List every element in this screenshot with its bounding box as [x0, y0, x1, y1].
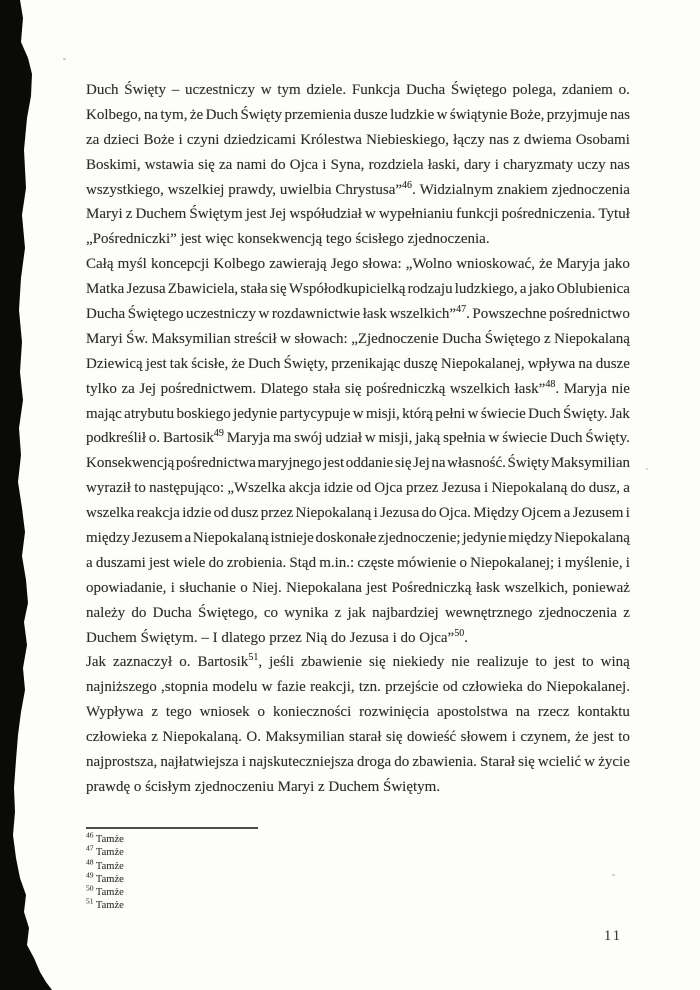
- text-line: najniższego ,stopnia modelu w fazie reakcji, tzn. przejście od człowieka do Niepokalanej.: [86, 679, 630, 696]
- text-line: najprostsza, najłatwiejsza i najskuteczniejsza droga do zbawienia. Starał się wcielić w życie: [86, 754, 630, 771]
- footnote: $^{51}$ Tamże: [86, 896, 124, 912]
- footnote: $^{50}$ Tamże: [86, 883, 124, 899]
- footnote-separator: [86, 827, 258, 829]
- text-line: Duch Święty – uczestniczy w tym dziele. Funkcja Ducha Świętego polega, zdaniem o.: [86, 82, 630, 98]
- text-line: Dziewicą jest tak ścisłe, że Duch Święty, przenikając duszę Niepokalanej, wpływa na dusze: [86, 355, 630, 372]
- text-line: tylko za Jej pośrednictwem. Dlatego stała się pośredniczką wszelkich łask”$^{48}$. Maryja nie: [86, 378, 630, 397]
- text-line: „Pośredniczki” jest więc konsekwencją tego ścisłego zjednoczenia.: [86, 231, 490, 248]
- text-line: wszelka reakcja idzie od dusz przez Niepokalaną i Jezusa do Ojca. Między Ojcem a Jezusem i: [86, 505, 630, 522]
- text-line: wszystkiego, wszelkiej prawdy, uwielbia Chrystusa”$^{46}$. Widzialnym znakiem zjednoczenia: [86, 179, 630, 198]
- text-line: Duchem Świętym. – I dlatego przez Nią do Jezusa i do Ojca”$^{50}$.: [86, 627, 468, 646]
- text-line: człowieka z Niepokalaną. O. Maksymilian starał się dowieść słowem i czynem, że jest to: [86, 729, 630, 746]
- scan-edge-shape: [0, 0, 52, 990]
- scan-noise-speck: [63, 58, 66, 60]
- text-line: prawdę o ścisłym zjednoczeniu Maryi z Duchem Świętym.: [86, 778, 441, 795]
- text-line: Matka Jezusa Zbawiciela, stała się Współodkupicielką rodzaju ludzkiego, a jako Oblubienica: [86, 281, 630, 298]
- text-line: należy do Ducha Świętego, co wynika z jak najbardziej wewnętrznego zjednoczenia z: [86, 604, 630, 621]
- text-line: Całą myśl koncepcji Kolbego zawierają Jego słowa: „Wolno wnioskować, że Maryja jako: [86, 256, 630, 273]
- footnote: $^{46}$ Tamże: [86, 830, 124, 845]
- text-line: Kolbego, na tym, że Duch Święty przemienia dusze ludzkie w świątynie Boże, przyjmuje nas: [86, 106, 630, 123]
- scan-noise-speck: [646, 468, 648, 470]
- document-text: [86, 78, 630, 800]
- paragraph-1: [86, 78, 630, 252]
- text-line: opowiadanie, i słuchanie o Niej. Niepokalana jest Pośredniczką łask wszelkich, ponieważ: [86, 579, 630, 596]
- paragraph-2: [86, 252, 630, 650]
- text-line: między Jezusem a Niepokalaną istnieje doskonałe zjednoczenie; jedynie między Niepokalaną: [86, 530, 630, 547]
- text-line: Ducha Świętego uczestniczy w rozdawnictwie łask wszelkich”$^{47}$. Powszechne pośrednictwo: [86, 304, 630, 323]
- footnotes: [86, 830, 124, 913]
- text-line: Boskimi, wstawia się za nami do Ojca i Syna, rozdziela łaski, dary i charyzmaty uczy nas: [86, 156, 630, 173]
- text-line: mając atrybutu boskiego jedynie partycypuje w misji, którą pełni w świecie Duch Święty. Jak: [86, 405, 630, 422]
- scan-edge-artifact: [0, 0, 55, 990]
- footnote: $^{49}$ Tamże: [86, 870, 124, 885]
- text-line: za dzieci Boże i czyni dziedzicami Królestwa Niebieskiego, łączy nas z dwiema Osobami: [86, 131, 630, 148]
- footnote: $^{48}$ Tamże: [86, 857, 124, 872]
- footnote: $^{47}$ Tamże: [86, 843, 124, 859]
- paragraph-3: [86, 650, 630, 799]
- text-line: Wypływa z tego wniosek o konieczności rozwinięcia apostolstwa na rzecz kontaktu: [86, 704, 630, 721]
- text-line: podkreślił o. Bartosik$^{49}$ Maryja ma swój udział w misji, jaką spełnia w świecie Duch Święty.: [86, 428, 630, 447]
- scan-noise-speck: [612, 874, 615, 876]
- page-number: 11: [604, 928, 622, 944]
- text-line: Maryi Św. Maksymilian streścił w słowach: „Zjednoczenie Ducha Świętego z Niepokalaną: [86, 330, 630, 347]
- text-line: Jak zaznaczył o. Bartosik$^{51}$, jeśli zbawienie się niekiedy nie realizuje to jest to winą: [86, 652, 630, 671]
- text-line: wyraził to następująco: „Wszelka akcja idzie od Ojca przez Jezusa i Niepokalaną do dusz, a: [86, 480, 630, 497]
- text-line: a duszami jest wiele do zrobienia. Stąd m.in.: częste mówienie o Niepokalanej; i myślenie, i: [86, 554, 630, 571]
- text-line: Maryi z Duchem Świętym jest Jej współudział w wypełnianiu funkcji pośredniczenia. Tytuł: [86, 206, 630, 223]
- text-line: Konsekwencją pośrednictwa maryjnego jest oddanie się Jej na własność. Święty Maksymilian: [86, 455, 630, 472]
